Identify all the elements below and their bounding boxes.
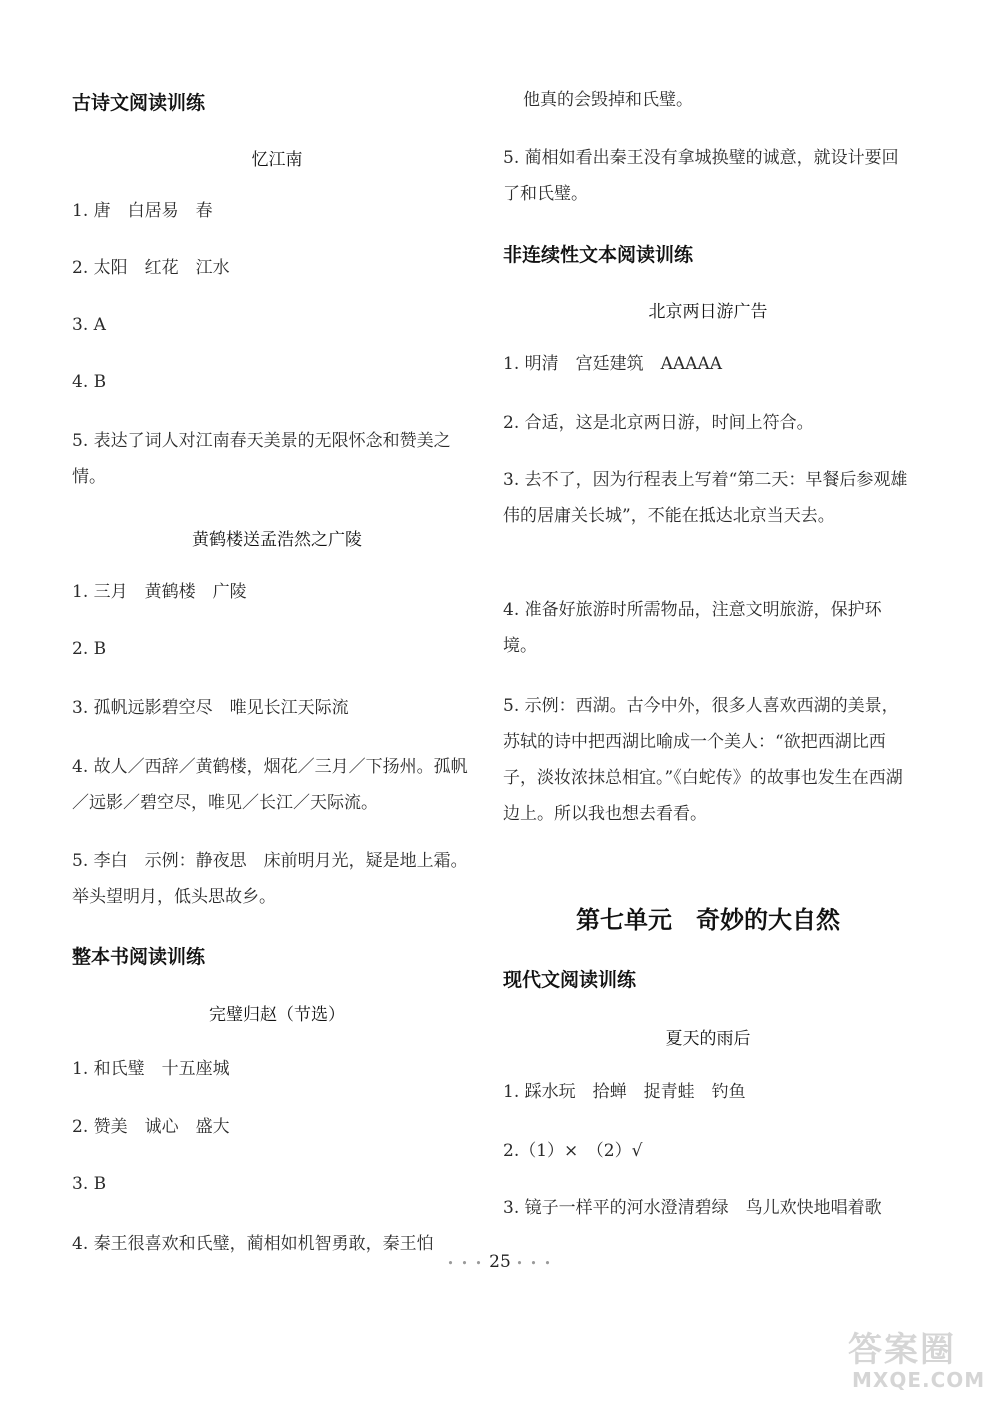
answer-wbgz-3: 3. B [72,1174,107,1194]
answer-bj-2: 2. 合适，这是北京两日游，时间上符合。 [503,413,814,433]
answer-xt-1: 1. 踩水玩 拾蝉 捉青蛙 钓鱼 [503,1082,746,1102]
section-title-whole-book: 整本书阅读训练 [72,946,206,968]
answer-wbgz-5: 5. 蔺相如看出秦王没有拿城换璧的诚意，就设计要回了和氏璧。 [503,148,899,204]
watermark-bottom-text: MXQE.COM [852,1368,986,1392]
watermark-logo [848,1320,988,1400]
answer-bj-3: 3. 去不了，因为行程表上写着“第二天：早餐后参观雄伟的居庸关长城”，不能在抵达北京当天去。 [503,470,908,526]
decor-dots-left-icon: • • • [447,1257,484,1270]
subtitle-summer-rain: 夏天的雨后 [665,1029,751,1049]
answer-hhl-3: 3. 孤帆远影碧空尽 唯见长江天际流 [72,698,349,718]
answer-wbgz-4-continued: 他真的会毁掉和氏璧。 [523,90,693,110]
subtitle-beijing-ad: 北京两日游广告 [648,302,768,322]
answer-bj-5: 5. 示例：西湖。古今中外，很多人喜欢西湖的美景，苏轼的诗中把西湖比喻成一个美人：“欲把西湖比西子，淡妆浓抹总相宜。”《白蛇传》的故事也发生在西湖边上。所以我也想去看看。 [503,696,903,824]
section-title-non-continuous: 非连续性文本阅读训练 [503,244,694,266]
answer-yjn-4: 4. B [72,372,107,392]
page-number [0,1252,1000,1272]
answer-hhl-2: 2. B [72,639,107,659]
answer-xt-2: 2.（1）× （2）√ [503,1141,643,1161]
answer-bj-4: 4. 准备好旅游时所需物品，注意文明旅游，保护环境。 [503,600,882,656]
page-number-text: 25 [489,1252,511,1272]
answer-wbgz-1: 1. 和氏璧 十五座城 [72,1059,230,1079]
section-title-ancient-poetry: 古诗文阅读训练 [72,92,206,114]
subtitle-huanghelou: 黄鹤楼送孟浩然之广陵 [192,530,362,550]
answer-yjn-3: 3. A [72,315,106,335]
answer-yjn-5: 5. 表达了词人对江南春天美景的无限怀念和赞美之情。 [72,431,451,487]
answer-hhl-4: 4. 故人／西辞／黄鹤楼，烟花／三月／下扬州。孤帆／远影／碧空尽，唯见／长江／天际流。 [72,757,468,813]
section-title-modern-text: 现代文阅读训练 [503,969,637,991]
unit-title: 第七单元 奇妙的大自然 [576,906,840,934]
answer-bj-1: 1. 明清 宫廷建筑 AAAAA [503,354,723,374]
decor-dots-right-icon: • • • [516,1257,553,1270]
answer-yjn-2: 2. 太阳 红花 江水 [72,258,230,278]
answer-wbgz-2: 2. 赞美 诚心 盛大 [72,1117,230,1137]
answer-xt-3: 3. 镜子一样平的河水澄清碧绿 鸟儿欢快地唱着歌 [503,1198,882,1218]
answer-wbgz-4: 4. 秦王很喜欢和氏璧，蔺相如机智勇敢，秦王怕 [72,1234,434,1254]
answer-hhl-5: 5. 李白 示例：静夜思 床前明月光，疑是地上霜。举头望明月，低头思故乡。 [72,851,468,907]
watermark-top-text: 答案圈 [848,1330,956,1370]
answer-yjn-1: 1. 唐 白居易 春 [72,201,213,221]
answer-hhl-1: 1. 三月 黄鹤楼 广陵 [72,582,247,602]
subtitle-wanbi-guizhao: 完璧归赵（节选） [209,1005,345,1025]
subtitle-yi-jiangnan: 忆江南 [251,150,303,170]
